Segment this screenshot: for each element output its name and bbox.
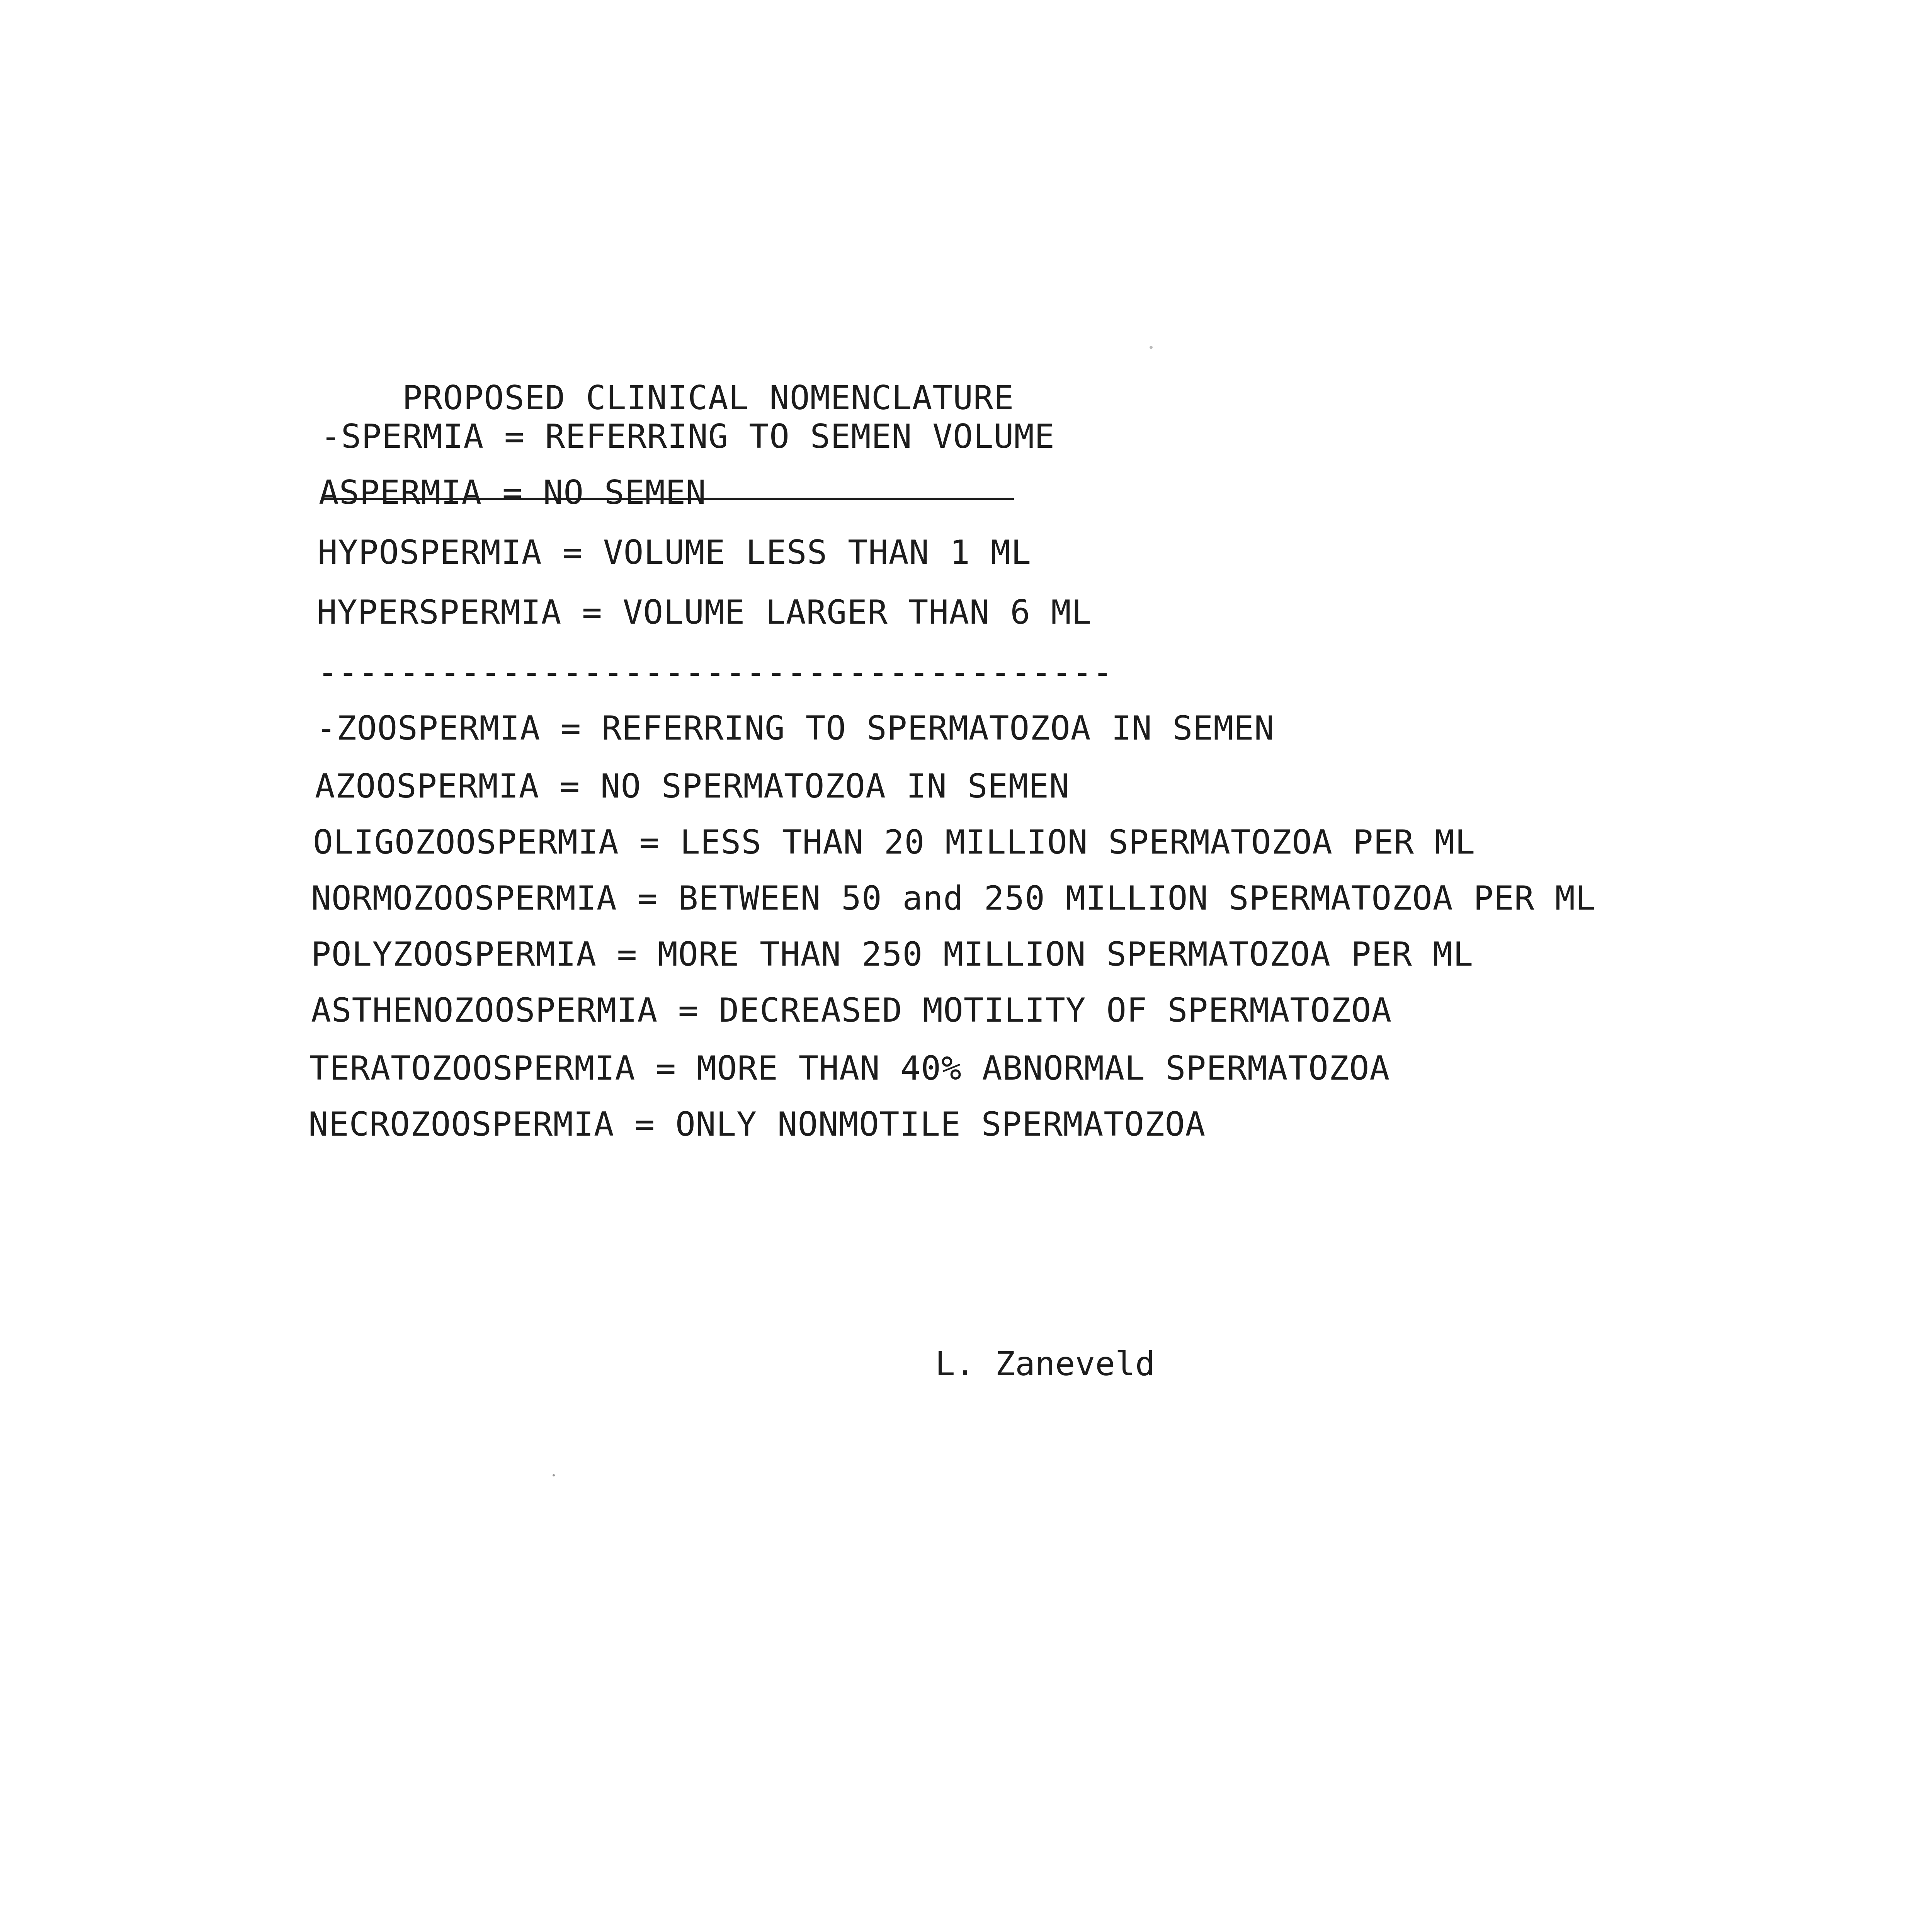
sperm-term-text: -ZOOSPERMIA = REFERRING TO SPERMATOZOA IN SEMEN	[316, 709, 1275, 748]
signature: L. Zaneveld	[935, 1345, 1155, 1383]
sperm-term-line: NECROZOOSPERMIA = ONLY NONMOTILE SPERMATOZOA	[308, 1105, 1206, 1144]
volume-term-line: HYPERSPERMIA = VOLUME LARGER THAN 6 ML	[317, 593, 1092, 632]
paper-speck	[1150, 346, 1153, 349]
sperm-term-line	[316, 709, 1275, 748]
paper-speck	[553, 1474, 555, 1476]
heading-text: PROPOSED CLINICAL NOMENCLATURE	[402, 379, 1014, 417]
sperm-term-line: AZOOSPERMIA = NO SPERMATOZOA IN SEMEN	[315, 767, 1070, 806]
volume-term-line: ASPERMIA = NO SEMEN	[319, 473, 706, 512]
sperm-term-line: ASTHENOZOOSPERMIA = DECREASED MOTILITY OF SPERMATOZOA	[311, 991, 1392, 1030]
volume-term-line: HYPOSPERMIA = VOLUME LESS THAN 1 ML	[318, 533, 1032, 572]
sperm-term-line: POLYZOOSPERMIA = MORE THAN 250 MILLION SPERMATOZOA PER ML	[311, 935, 1474, 974]
sperm-term-line: NORMOZOOSPERMIA = BETWEEN 50 and 250 MILLION SPERMATOZOA PER ML	[311, 879, 1596, 918]
sperm-term-line: TERATOZOOSPERMIA = MORE THAN 40% ABNORMAL SPERMATOZOA	[309, 1049, 1390, 1088]
section-separator: ---------------------------------------	[318, 653, 1113, 692]
sperm-term-line: OLIGOZOOSPERMIA = LESS THAN 20 MILLION SPERMATOZOA PER ML	[313, 823, 1476, 862]
volume-term-line: -SPERMIA = REFERRING TO SEMEN VOLUME	[321, 417, 1055, 456]
